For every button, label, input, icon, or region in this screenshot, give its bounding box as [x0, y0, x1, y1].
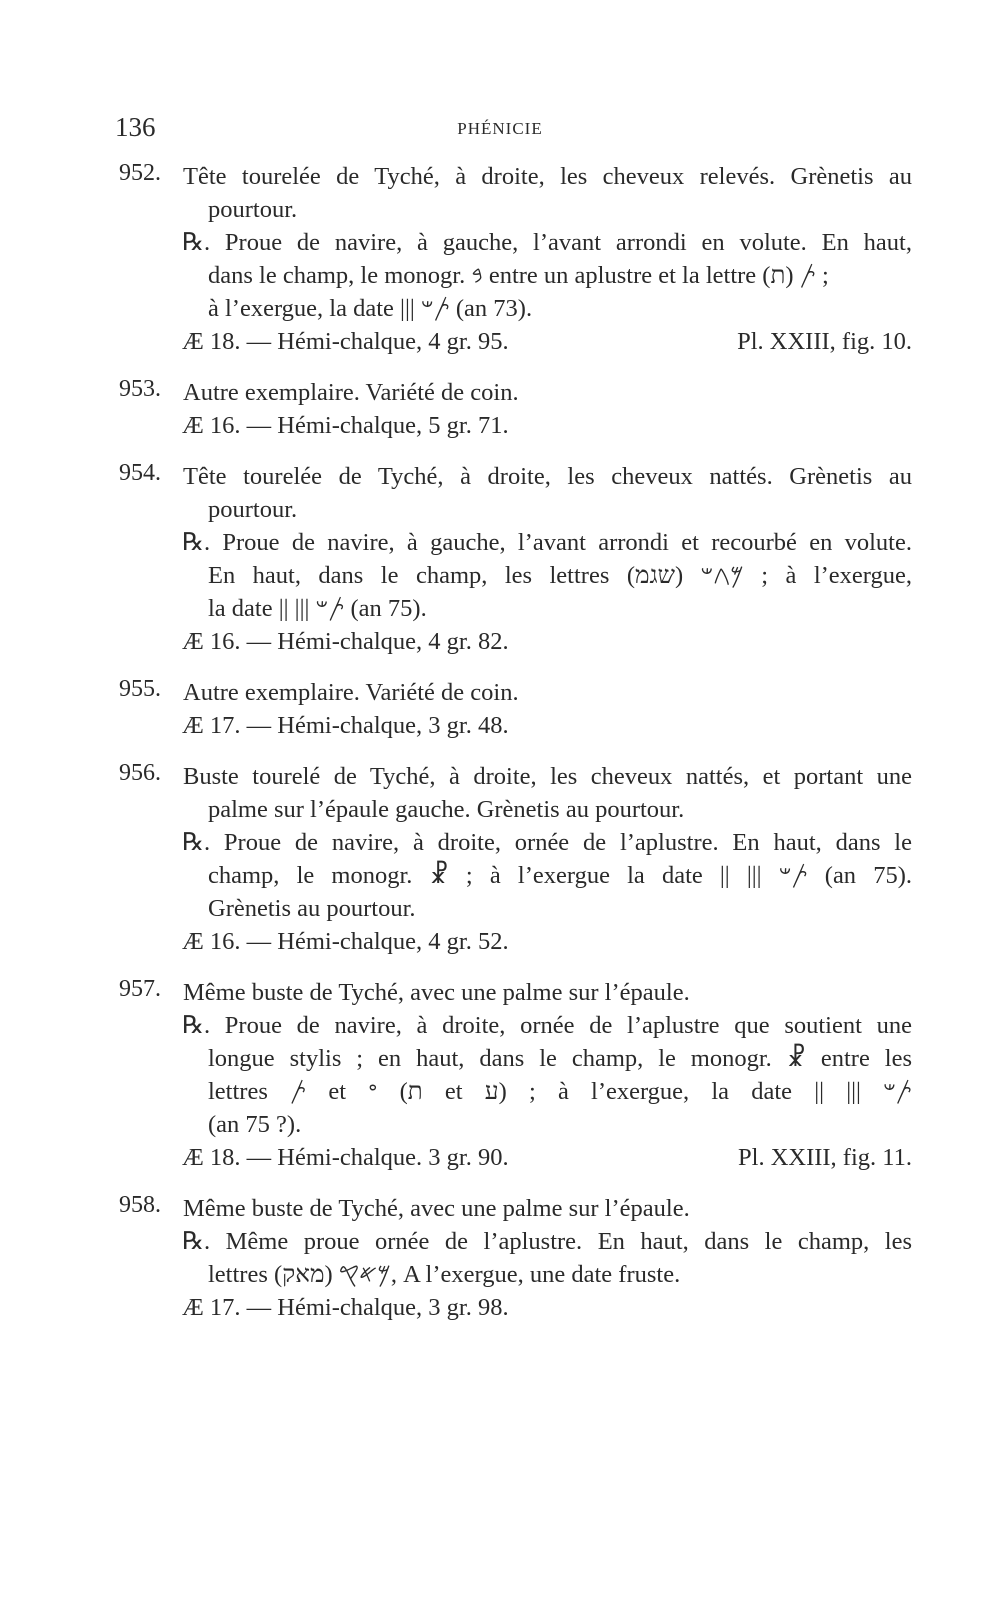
entry-line-cont	[0, 493, 1000, 526]
entry-line-spec	[0, 709, 1000, 742]
line-text: dans le champ, le monogr. 𐤁 entre un aplustre et la lettre 𐤕 (ת) ;	[208, 262, 829, 289]
entry-number: 954.	[119, 460, 161, 486]
line-text: Grènetis au pourtour.	[208, 895, 416, 922]
line-text: pourtour.	[208, 496, 298, 523]
line-text: Æ 18. — Hémi-chalque, 4 gr. 95.	[182, 328, 509, 355]
entry-line-cont	[0, 1042, 1000, 1075]
entry-line-spec	[0, 409, 1000, 442]
line-text: Æ 18. — Hémi-chalque. 3 gr. 90.	[182, 1144, 509, 1171]
line-text: Autre exemplaire. Variété de coin.	[183, 379, 519, 406]
entry-line-cont	[0, 892, 1000, 925]
entry-line-cont	[0, 1258, 1000, 1291]
entry-line-cont	[0, 1075, 1000, 1108]
entry-line-spec	[0, 1291, 1000, 1324]
line-text: pourtour.	[208, 196, 298, 223]
catalogue-entry	[0, 676, 1000, 742]
line-text: ℞. Proue de navire, à droite, ornée de l’aplustre que soutient une	[182, 1012, 912, 1039]
line-text: ℞. Proue de navire, à gauche, l’avant arrondi et recourbé en volute.	[182, 529, 912, 556]
line-text: (an 75 ?).	[208, 1111, 302, 1138]
line-text: Même buste de Tyché, avec une palme sur l’épaule.	[183, 1195, 690, 1222]
entry-line-spec	[0, 1141, 1000, 1174]
line-text: Autre exemplaire. Variété de coin.	[183, 679, 519, 706]
line-text: ℞. Proue de navire, à gauche, l’avant arrondi en volute. En haut,	[182, 229, 912, 256]
running-head	[0, 112, 1000, 152]
line-text: la date || ||| 𐤕𐤔 (an 75).	[208, 595, 427, 622]
entry-number: 953.	[119, 376, 161, 402]
entry-line-rev	[0, 226, 1000, 259]
entry-line-rev	[0, 1009, 1000, 1042]
entry-line-rev	[0, 1225, 1000, 1258]
line-text: ℞. Proue de navire, à droite, ornée de l’aplustre. En haut, dans le	[182, 829, 912, 856]
entry-number: 958.	[119, 1192, 161, 1218]
line-text: champ, le monogr. ☧ ; à l’exergue la date || ||| 𐤕𐤔 (an 75).	[208, 862, 912, 889]
line-text: Tête tourelée de Tyché, à droite, les cheveux relevés. Grènetis au	[183, 163, 912, 190]
entry-line-cont	[0, 559, 1000, 592]
entry-line-cont	[0, 259, 1000, 292]
line-text: Même buste de Tyché, avec une palme sur l’épaule.	[183, 979, 690, 1006]
entry-number: 952.	[119, 160, 161, 186]
entry-number: 955.	[119, 676, 161, 702]
line-text: Tête tourelée de Tyché, à droite, les cheveux nattés. Grènetis au	[183, 463, 912, 490]
line-text: lettres 𐤌𐤀𐤒 (מאק), A l’exergue, une date fruste.	[208, 1261, 681, 1288]
entry-line-cont	[0, 592, 1000, 625]
line-text: longue stylis ; en haut, dans le champ, le monogr. ☧ entre les	[208, 1045, 912, 1072]
line-text: Æ 17. — Hémi-chalque, 3 gr. 48.	[182, 712, 509, 739]
plate-reference: Pl. XXIII, fig. 11.	[738, 1144, 912, 1171]
entry-line-cont	[0, 193, 1000, 226]
entry-line-cont	[0, 1108, 1000, 1141]
line-text: ℞. Même proue ornée de l’aplustre. En haut, dans le champ, les	[182, 1228, 912, 1255]
plate-reference: Pl. XXIII, fig. 10.	[737, 328, 912, 355]
entry-line-spec	[0, 925, 1000, 958]
line-text: palme sur l’épaule gauche. Grènetis au pourtour.	[208, 796, 685, 823]
entry-line-cont	[0, 793, 1000, 826]
entry-number: 956.	[119, 760, 161, 786]
catalogue-entry	[0, 160, 1000, 358]
line-text: Æ 16. — Hémi-chalque, 5 gr. 71.	[182, 412, 509, 439]
catalogue-entry	[0, 376, 1000, 442]
line-text: à l’exergue, la date ||| 𐤕𐤔 (an 73).	[208, 295, 533, 322]
entry-line-rev	[0, 526, 1000, 559]
page-number: 136	[115, 112, 156, 142]
entry-line-spec	[0, 625, 1000, 658]
running-title: PHÉNICIE	[457, 119, 543, 138]
catalogue-entry	[0, 460, 1000, 658]
line-text: Æ 16. — Hémi-chalque, 4 gr. 82.	[182, 628, 509, 655]
entry-line-rev	[0, 826, 1000, 859]
line-text: Buste tourelé de Tyché, à droite, les cheveux nattés, et portant une	[183, 763, 912, 790]
catalogue-entry	[0, 760, 1000, 958]
line-text: lettres 𐤕 et 𐤏 (ת et ע) ; à l’exergue, la date || ||| 𐤕𐤔	[208, 1078, 912, 1105]
line-text: Æ 17. — Hémi-chalque, 3 gr. 98.	[182, 1294, 509, 1321]
line-text: En haut, dans le champ, les lettres 𐤌𐤂𐤔 (שגמ) ; à l’exergue,	[208, 562, 912, 589]
catalogue-entries	[0, 160, 1000, 1342]
catalogue-entry	[0, 1192, 1000, 1324]
entry-number: 957.	[119, 976, 161, 1002]
line-text: Æ 16. — Hémi-chalque, 4 gr. 52.	[182, 928, 509, 955]
catalogue-entry	[0, 976, 1000, 1174]
entry-line-cont	[0, 292, 1000, 325]
entry-line-spec	[0, 325, 1000, 358]
entry-line-cont	[0, 859, 1000, 892]
